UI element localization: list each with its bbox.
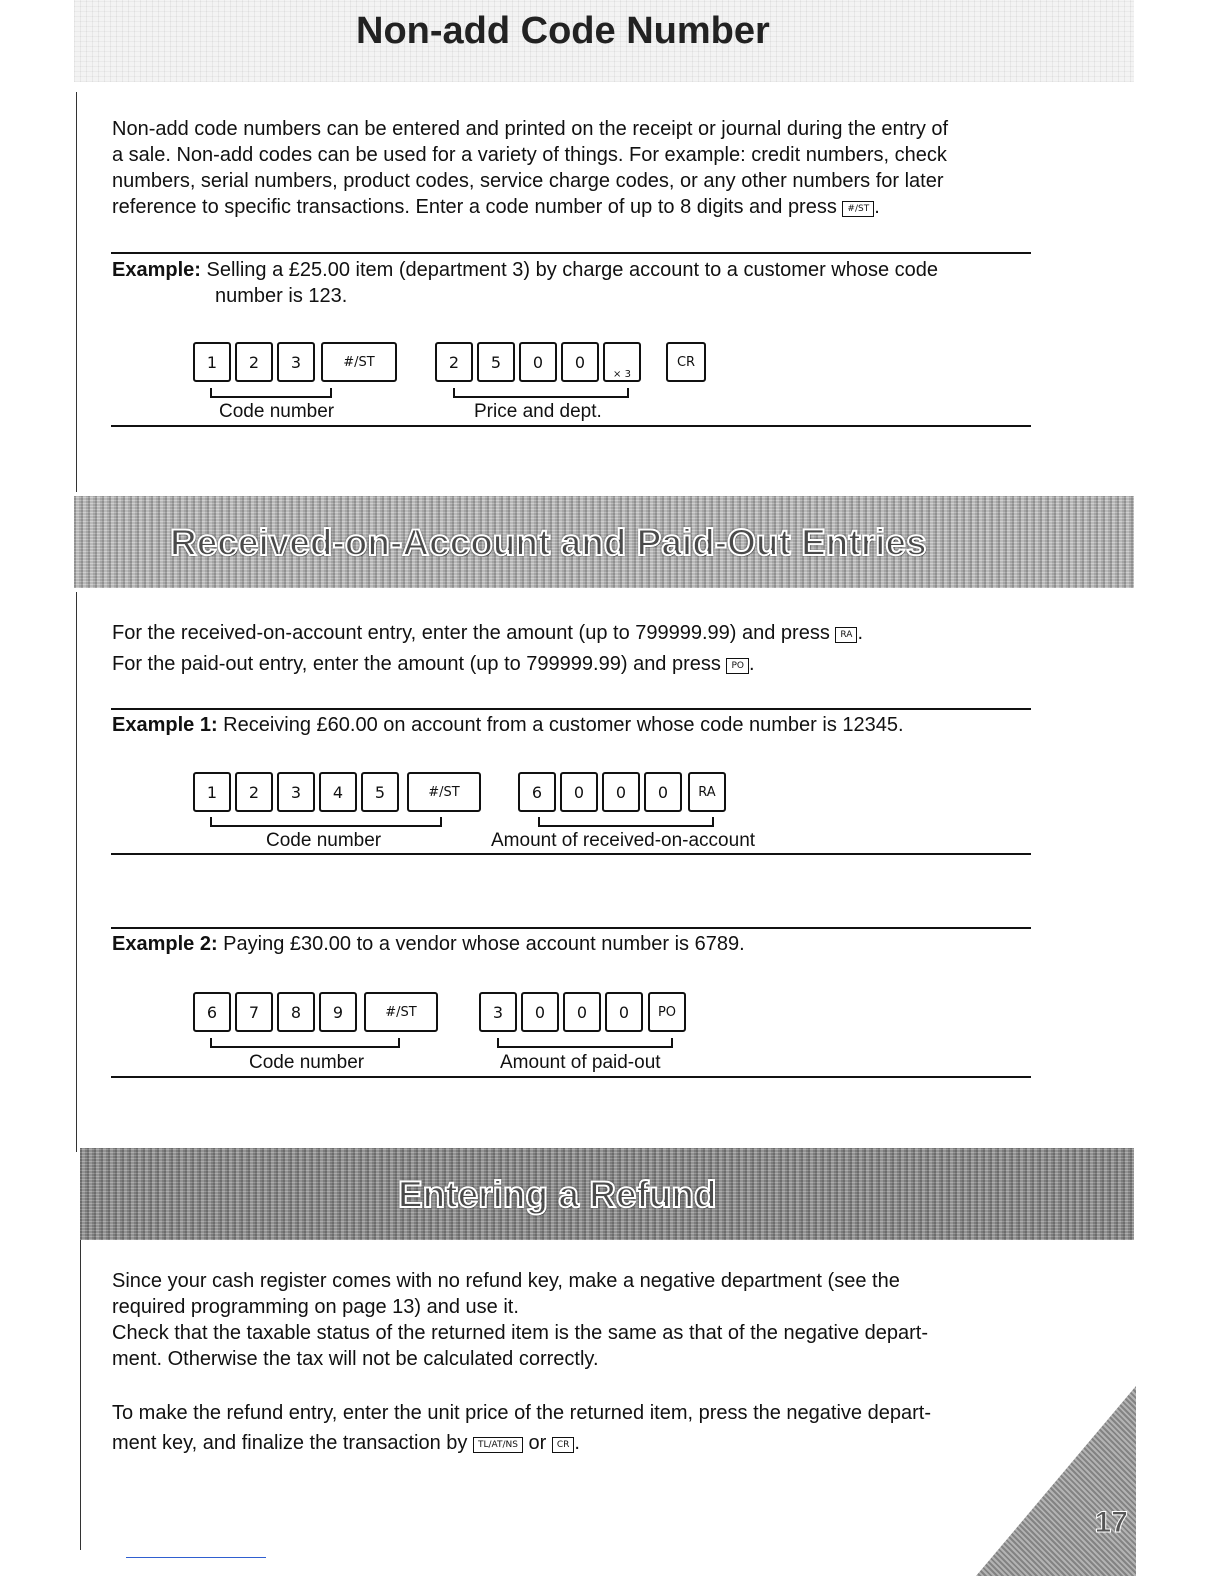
key-6: 6 (518, 772, 556, 812)
refund-line: ment. Otherwise the tax will not be calculated correctly. (112, 1348, 599, 1370)
section3-para1 (112, 1268, 1052, 1372)
left-margin-line (80, 1240, 81, 1550)
key-9: 9 (319, 992, 357, 1032)
example2-text: Paying £30.00 to a vendor whose account number is 6789. (223, 933, 745, 955)
section1-example-top-rule (111, 252, 1031, 254)
example-text: Selling a £25.00 item (department 3) by charge account to a customer whose code (206, 259, 939, 281)
section3-para2: To make the refund entry, enter the unit price of the returned item, press the negative depart- ment key, and finalize the transaction by TL/AT/NS or CR . (112, 1398, 1052, 1458)
key-2: 2 (235, 342, 273, 382)
key-3: 3 (479, 992, 517, 1032)
po-instruction: For the paid-out entry, enter the amount (up to 799999.99) and press (112, 653, 721, 675)
key-0: 0 (560, 772, 598, 812)
section1-title: Non-add Code Number (356, 10, 770, 52)
refund-line: ment key, and finalize the transaction by (112, 1432, 468, 1454)
example1-top-rule (111, 708, 1031, 710)
po-key-icon: PO (726, 658, 749, 674)
key-7: 7 (235, 992, 273, 1032)
intro-line: Non-add code numbers can be entered and printed on the receipt or journal during the entry of (112, 118, 949, 140)
key-dept-3: × 3 (603, 342, 641, 382)
intro-line: numbers, serial numbers, product codes, service charge codes, or any other numbers for later (112, 170, 944, 192)
key-cr: CR (666, 342, 706, 382)
section3-title: Entering a Refund (398, 1174, 717, 1215)
section1-example-bottom-rule (111, 425, 1031, 427)
key-ra: RA (688, 772, 726, 812)
key-po: PO (648, 992, 686, 1032)
key-0: 0 (644, 772, 682, 812)
key-0: 0 (602, 772, 640, 812)
intro-line: reference to specific transactions. Enter a code number of up to 8 digits and press #/ST . (112, 196, 880, 218)
left-margin-line (76, 92, 77, 492)
key-2: 2 (235, 772, 273, 812)
key-st: #/ST (407, 772, 481, 812)
key-3: 3 (277, 772, 315, 812)
example-label: Example: (112, 259, 201, 281)
key-6: 6 (193, 992, 231, 1032)
caption-price-dept: Price and dept. (474, 401, 602, 422)
price-bracket (453, 388, 629, 398)
tl-at-ns-key-icon: TL/AT/NS (473, 1437, 523, 1453)
intro-line: a sale. Non-add codes can be used for a variety of things. For example: credit numbers, check (112, 144, 947, 166)
key-2: 2 (435, 342, 473, 382)
key-1: 1 (193, 342, 231, 382)
caption-code-number: Code number (249, 1052, 365, 1073)
refund-line: To make the refund entry, enter the unit price of the returned item, press the negative depart- (112, 1402, 931, 1424)
example1-bottom-rule (111, 853, 1031, 855)
key-5: 5 (361, 772, 399, 812)
example1-text: Receiving £60.00 on account from a customer whose code number is 12345. (223, 714, 904, 736)
refund-line: Since your cash register comes with no refund key, make a negative department (see the (112, 1270, 900, 1292)
example2-bottom-rule (111, 1076, 1031, 1078)
section1-example (112, 257, 1052, 309)
key-8: 8 (277, 992, 315, 1032)
caption-amount-po: Amount of paid-out (500, 1052, 661, 1073)
code-number-bracket (210, 1038, 400, 1048)
or-text: or (528, 1432, 547, 1454)
ra-key-icon: RA (835, 627, 857, 643)
section1-intro (112, 116, 1052, 220)
cr-key-icon: CR (552, 1437, 575, 1453)
example2-top-rule (111, 927, 1031, 929)
example2-heading (112, 931, 1052, 957)
key-st: #/ST (321, 342, 397, 382)
key-0: 0 (519, 342, 557, 382)
amount-bracket (497, 1038, 673, 1048)
section3-banner (80, 1148, 1134, 1240)
caption-code-number: Code number (266, 830, 382, 851)
footer-line (126, 1557, 266, 1558)
key-0: 0 (521, 992, 559, 1032)
ra-instruction: For the received-on-account entry, enter the amount (up to 799999.99) and press (112, 622, 830, 644)
key-0: 0 (563, 992, 601, 1032)
key-4: 4 (319, 772, 357, 812)
example-text: number is 123. (215, 285, 348, 307)
key-5: 5 (477, 342, 515, 382)
refund-line: required programming on page 13) and use it. (112, 1296, 519, 1318)
key-1: 1 (193, 772, 231, 812)
key-0: 0 (605, 992, 643, 1032)
code-number-bracket (210, 388, 332, 398)
section2-intro: For the received-on-account entry, enter the amount (up to 799999.99) and press RA . For the paid-out entry, enter the amount (up to 799999.99) and press PO . (112, 622, 864, 675)
key-st: #/ST (364, 992, 438, 1032)
st-key-icon: #/ST (842, 201, 874, 217)
key-0: 0 (561, 342, 599, 382)
section1-banner (74, 0, 1134, 82)
caption-amount-ra: Amount of received-on-account (491, 830, 756, 851)
refund-line: Check that the taxable status of the returned item is the same as that of the negative depart- (112, 1322, 929, 1344)
left-margin-line (76, 592, 77, 1152)
intro-line-text: reference to specific transactions. Enter a code number of up to 8 digits and press (112, 196, 837, 218)
example2-label: Example 2: (112, 933, 218, 955)
section2-banner (74, 496, 1134, 588)
page-number: 17 (1094, 1506, 1128, 1539)
example1-label: Example 1: (112, 714, 218, 736)
key-3: 3 (277, 342, 315, 382)
example1-heading (112, 712, 1052, 738)
code-number-bracket (210, 817, 442, 827)
caption-code-number: Code number (219, 401, 335, 422)
amount-bracket (538, 817, 714, 827)
section2-title: Received-on-Account and Paid-Out Entries (170, 522, 927, 563)
